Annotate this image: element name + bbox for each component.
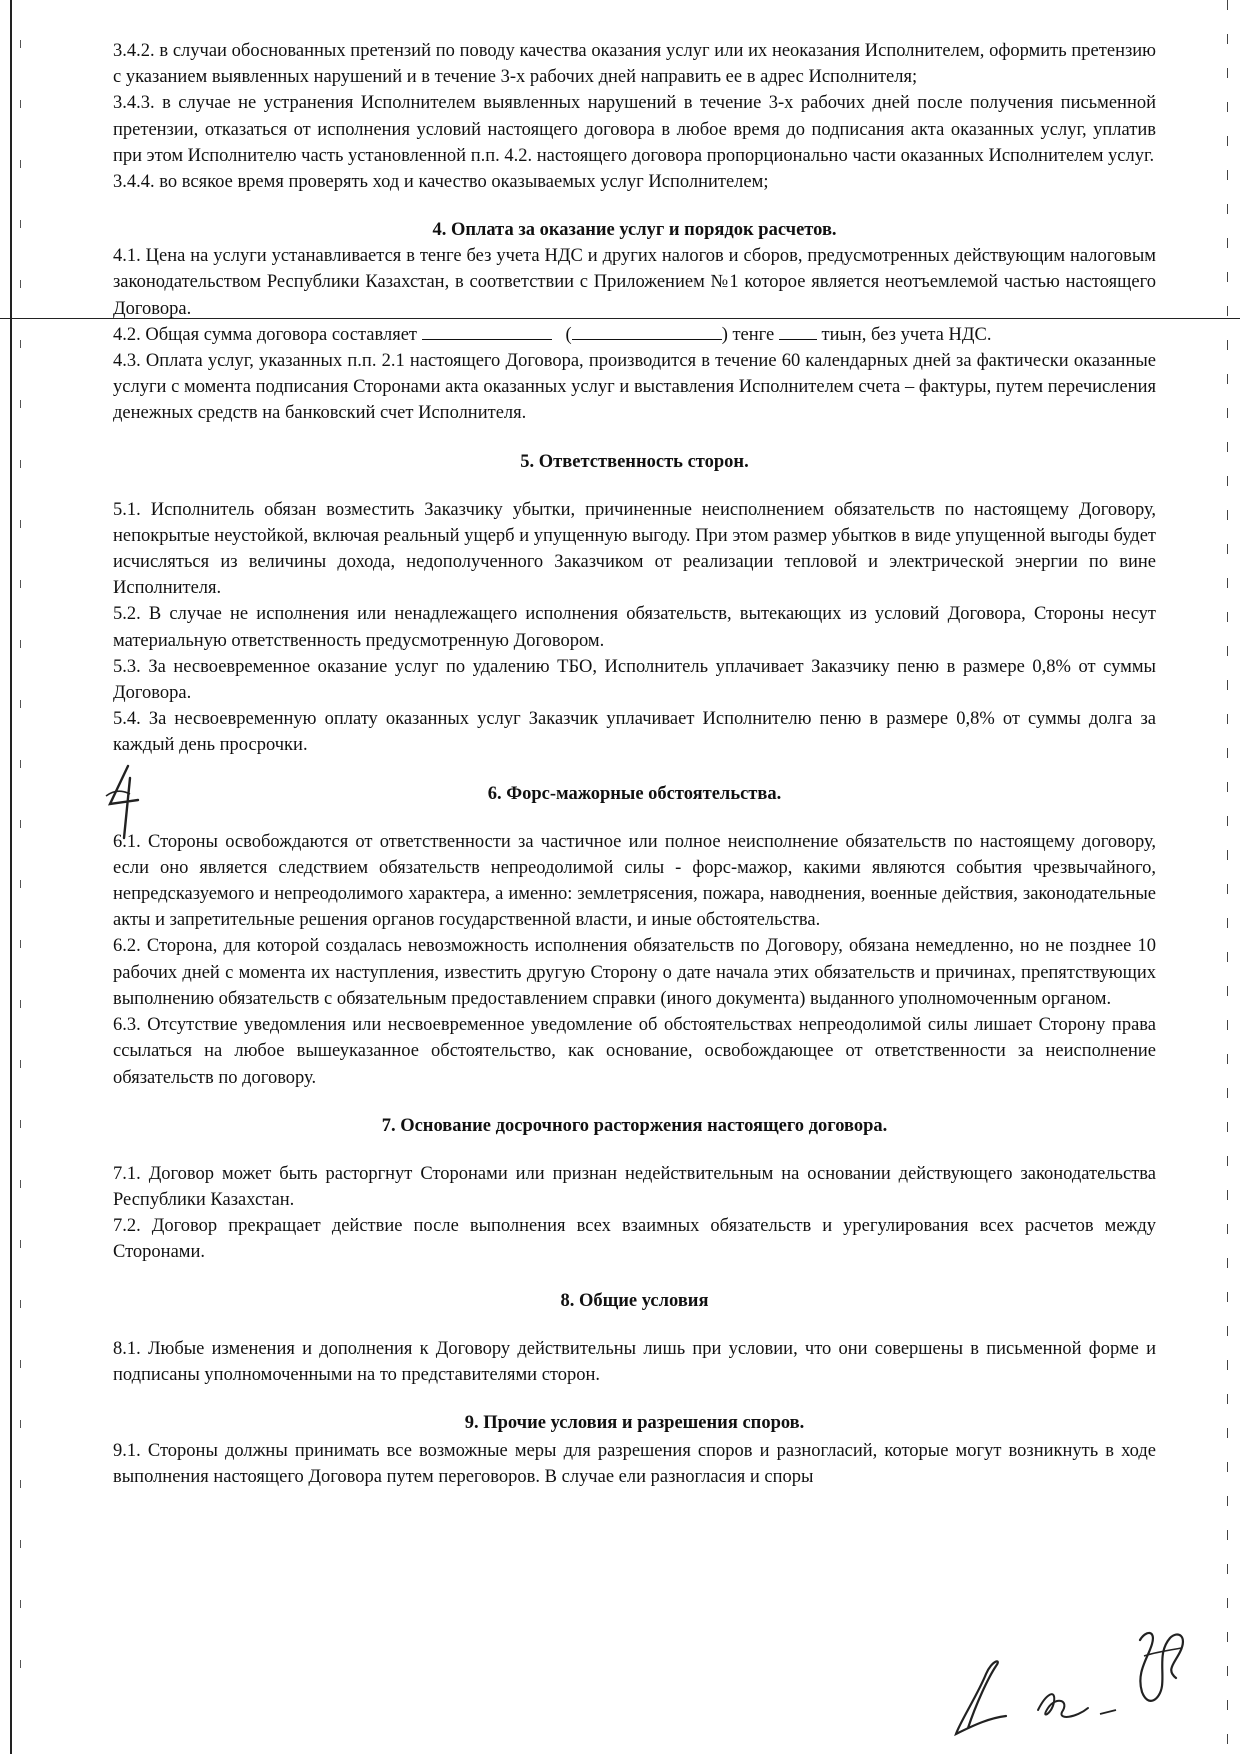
clause-9-1: 9.1. Стороны должны принимать все возможные меры для разрешения споров и разногласий, которые могут возникнуть в ходе выполнения настоящего Договора путем переговоров. В случае ели разногласия и споры xyxy=(113,1440,1156,1488)
section-8-heading: 8. Общие условия xyxy=(560,1290,709,1311)
document-body xyxy=(113,38,1156,1490)
section-7-heading: 7. Основание досрочного расторжения настоящего договора. xyxy=(381,1115,888,1136)
clause-5-2: 5.2. В случае не исполнения или ненадлежащего исполнения обязательств, вытекающих из условий Договора, Стороны несут материальную ответственность предусмотренную Договором. xyxy=(113,604,1156,651)
clause-4-2-tenge: ) тенге xyxy=(721,324,775,345)
handwritten-correction-mark xyxy=(100,760,150,840)
handwritten-initials xyxy=(930,1600,1210,1740)
clause-3-4-3: 3.4.3. в случае не устранения Исполнителем выявленных нарушений в течение 3-х рабочих дней после получения письменной претензии, отказаться от исполнения условий настоящего договора в любое время до подписания акта оказанных услуг, уплатив при этом Исполнителю часть установленной п.п. 4.2. настоящего договора пропорционально части оказанных Исполнителем услуг. xyxy=(113,93,1156,166)
clause-7-2: 7.2. Договор прекращает действие после выполнения всех взаимных обязательств и урегулирования всех расчетов между Сторонами. xyxy=(113,1216,1156,1263)
clause-6-2: 6.2. Сторона, для которой создалась невозможность исполнения обязательств по Договору, обязана немедленно, но не позднее 10 рабочих дней с момента их наступления, известить другую Сторону о дате начала этих обязательств и причинах, препятствующих выполнению обязательств с обязательным предоставлением справки (иного документа) выданного уполномоченным органом. xyxy=(113,936,1156,1009)
amount-words-blank xyxy=(572,323,722,340)
clause-8-1: 8.1. Любые изменения и дополнения к Договору действительны лишь при условии, что они совершены в письменной форме и подписаны уполномоченными на то представителями сторон. xyxy=(113,1338,1156,1385)
section-9-heading: 9. Прочие условия и разрешения споров. xyxy=(464,1412,805,1433)
scan-edge-left-marks xyxy=(20,40,21,1720)
scan-edge-right xyxy=(1227,0,1228,1754)
section-4-heading: 4. Оплата за оказание услуг и порядок расчетов. xyxy=(432,220,837,241)
clause-5-4: 5.4. За несвоевременную оплату оказанных услуг Заказчик уплачивает Исполнителю пеню в размере 0,8% от суммы долга за каждый день просрочки. xyxy=(113,709,1156,756)
section-6-heading: 6. Форс-мажорные обстоятельства. xyxy=(487,783,782,804)
tiyn-blank xyxy=(779,323,817,340)
clause-4-2 xyxy=(113,322,1156,348)
clause-4-1: 4.1. Цена на услуги устанавливается в тенге без учета НДС и других налогов и сборов, предусмотренных действующим налоговым законодательством Республики Казахстан, в соответствии с Приложением №1 которое является неотъемлемой частью настоящего Договора. xyxy=(113,246,1156,319)
clause-4-2-tail: тиын, без учета НДС. xyxy=(821,324,992,345)
clause-4-2-open: ( xyxy=(565,324,572,345)
clause-3-4-4: 3.4.4. во всякое время проверять ход и качество оказываемых услуг Исполнителем; xyxy=(113,172,769,193)
clause-6-3: 6.3. Отсутствие уведомления или несвоевременное уведомление об обстоятельствах непреодолимой силы лишает Сторону права ссылаться на любое вышеуказанное обстоятельство, как основание, освобождающее от ответственности за неисполнение обязательств по договору. xyxy=(113,1015,1156,1088)
clause-6-1: 6.1. Стороны освобождаются от ответственности за частичное или полное неисполнение обязательств по настоящему договору, если оно является следствием обязательств непреодолимой силы - форс-мажор, какими являются события чрезвычайного, непредсказуемого и непреодолимого характера, а именно: землетрясения, пожара, наводнения, военные действия, законодательные акты и запретительные решения органов государственной власти, и иные обстоятельства. xyxy=(113,831,1156,931)
clause-4-3: 4.3. Оплата услуг, указанных п.п. 2.1 настоящего Договора, производится в течение 60 календарных дней за фактически оказанные услуги с момента подписания Сторонами акта оказанных услуг и выставления Исполнителем счета – фактуры, путем перечисления денежных средств на банковский счет Исполнителя. xyxy=(113,351,1156,424)
clause-3-4-2: 3.4.2. в случаи обоснованных претензий по поводу качества оказания услуг или их неоказания Исполнителем, оформить претензию с указанием выявленных нарушений и в течение 3-х рабочих дней направить ее в адрес Исполнителя; xyxy=(113,41,1156,88)
clause-5-3: 5.3. За несвоевременное оказание услуг по удалению ТБО, Исполнитель уплачивает Заказчику пеню в размере 0,8% от суммы Договора. xyxy=(113,656,1156,704)
clause-4-2-lead: 4.2. Общая сумма договора составляет xyxy=(113,324,418,345)
clause-5-1: 5.1. Исполнитель обязан возместить Заказчику убытки, причиненные неисполнением обязательств по настоящему Договору, непокрытые неустойкой, включая реальный ущерб и упущенную выгоду. При этом размер убытков в виде упущенной выгоды будет исчисляться из величины дохода, недополученного Заказчиком от реализации тепловой и электрической энергии по вине Исполнителя. xyxy=(113,499,1156,599)
clause-7-1: 7.1. Договор может быть расторгнут Сторонами или признан недействительным на основании действующего законодательства Республики Казахстан. xyxy=(113,1163,1156,1210)
section-5-heading: 5. Ответственность сторон. xyxy=(520,451,749,472)
scan-edge-left xyxy=(10,0,12,1754)
amount-blank xyxy=(422,323,552,340)
